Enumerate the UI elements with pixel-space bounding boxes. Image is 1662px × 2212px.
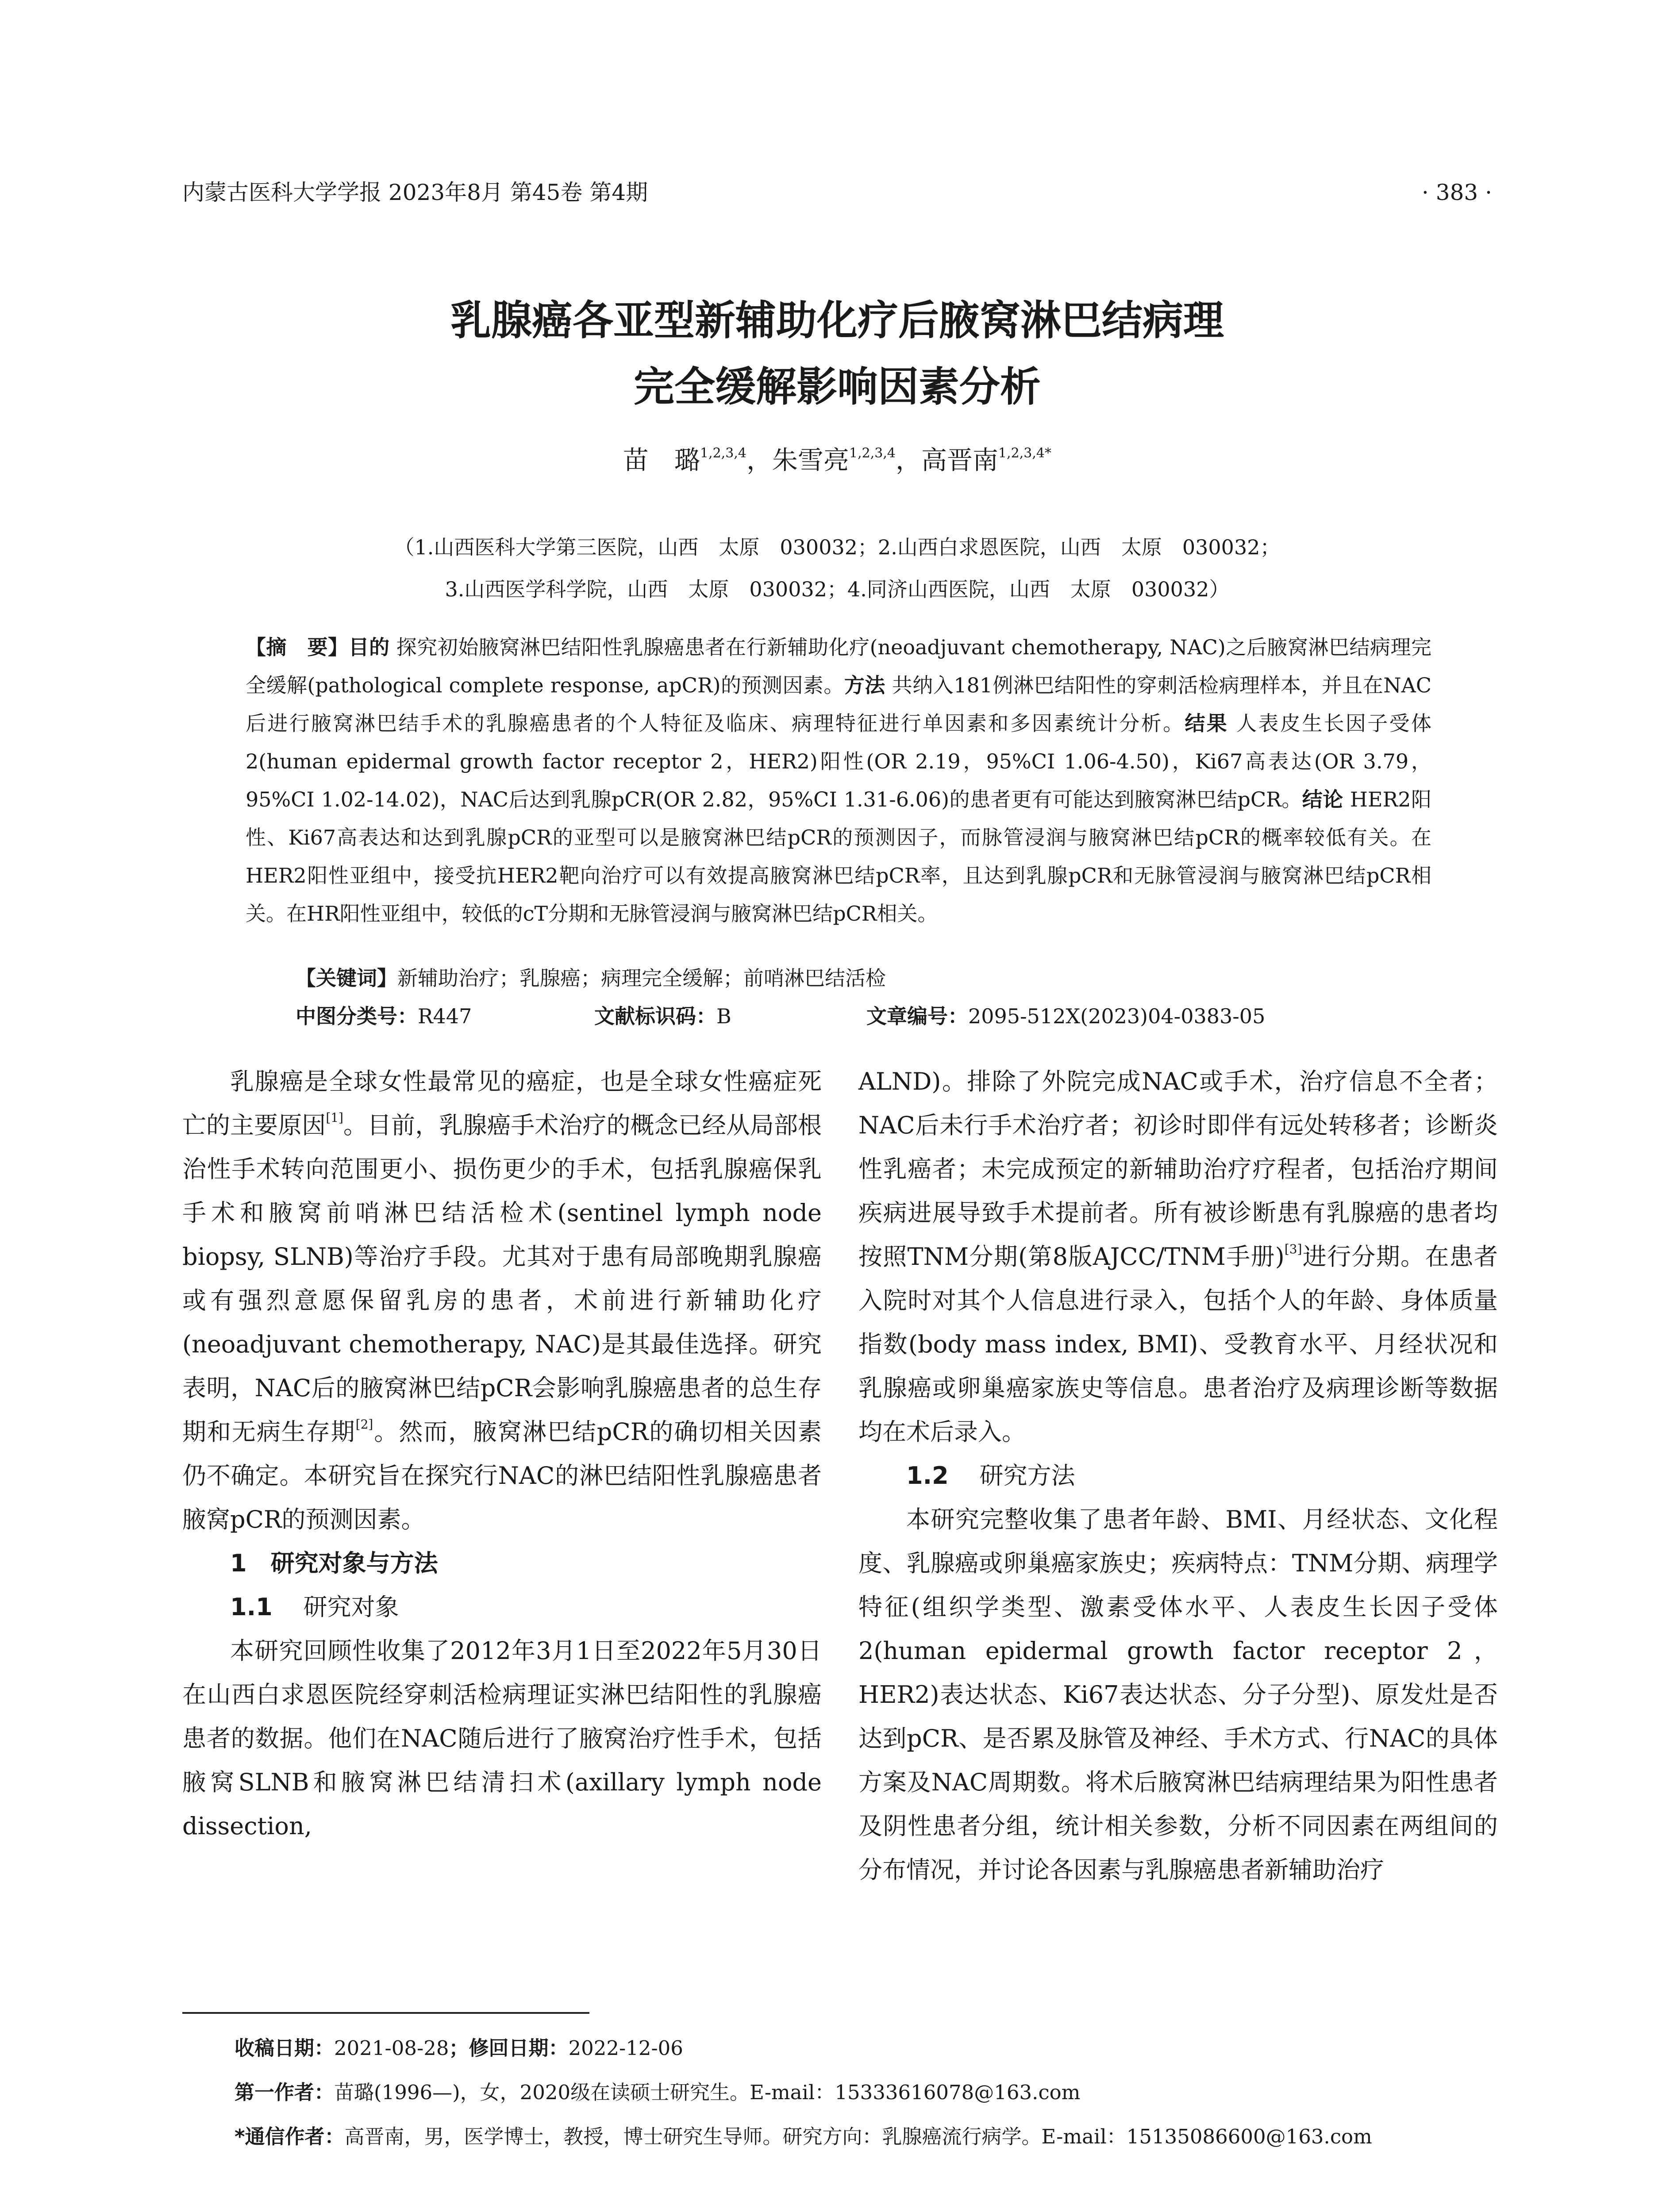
running-header	[182, 175, 1492, 210]
document-code: 文献标识码：B	[594, 1004, 731, 1028]
intro-paragraph: 乳腺癌是全球女性最常见的癌症，也是全球女性癌症死亡的主要原因[1]。目前，乳腺癌手术治疗的概念已经从局部根治性手术转向范围更小、损伤更少的手术，包括乳腺癌保乳手术和腋窝前哨淋巴结活检术(sentinel lymph node biopsy, SLNB)等治疗手段。尤其对于患有局部晚期乳腺癌或有强烈意愿保留乳房的患者，术前进行新辅助化疗(neoadjuvant chemotherapy, NAC)是其最佳选择。研究表明，NAC后的腋窝淋巴结pCR会影响乳腺癌患者的总生存期和无病生存期[2]。然而，腋窝淋巴结pCR的确切相关因素仍不确定。本研究旨在探究行NAC的淋巴结阳性乳腺癌患者腋窝pCR的预测因素。	[182, 1068, 822, 1533]
conclusion-text: HER2阳性、Ki67高表达和达到乳腺pCR的亚型可以是腋窝淋巴结pCR的预测因子，而脉管浸润与腋窝淋巴结pCR的概率较低有关。在HER2阳性亚组中，接受抗HER2靶向治疗可以有效提高腋窝淋巴结pCR率，且达到乳腺pCR和无脉管浸润与腋窝淋巴结pCR相关。在HR阳性亚组中，较低的cT分期和无脉管浸润与腋窝淋巴结pCR相关。	[246, 787, 1432, 926]
section-1-1-paragraph: 本研究回顾性收集了2012年3月1日至2022年5月30日在山西白求恩医院经穿刺活检病理证实淋巴结阳性的乳腺癌患者的数据。他们在NAC随后进行了腋窝治疗性手术，包括腋窝SLNB和腋窝淋巴结清扫术(axillary lymph node dissection,	[182, 1637, 822, 1840]
abstract	[246, 628, 1431, 933]
section-heading-1-2: 1.2 研究方法	[906, 1462, 1075, 1490]
footnotes	[235, 2026, 1491, 2159]
author-affiliation-sup: 1,2,3,4	[849, 445, 896, 461]
author-affiliation-sup: 1,2,3,4	[700, 445, 746, 461]
title-line-1: 乳腺癌各亚型新辅助化疗后腋窝淋巴结病理	[450, 297, 1224, 344]
results-text: 人表皮生长因子受体2(human epidermal growth factor receptor 2，HER2)阳性(OR 2.19，95%CI 1.06-4.50)，Ki67高表达(OR 3.79，95%CI 1.02-14.02)，NAC后达到乳腺pCR(OR 2.82，95%CI 1.31-6.06)的患者更有可能达到腋窝淋巴结pCR。	[246, 711, 1432, 811]
author-name: 苗 璐	[623, 445, 700, 475]
keywords-label: 【关键词】	[296, 966, 397, 990]
section-heading-1: 1 研究对象与方法	[230, 1549, 438, 1577]
abstract-label: 【摘 要】	[246, 635, 349, 659]
article-number: 文章编号：2095-512X(2023)04-0383-05	[866, 1004, 1266, 1028]
citation-3: [3]	[1284, 1242, 1302, 1256]
footnote-dates: 收稿日期：2021-08-28；修回日期：2022-12-06	[235, 2036, 683, 2060]
affiliations	[182, 526, 1492, 611]
section-heading-1-1: 1.1 研究对象	[230, 1593, 399, 1621]
conclusion-label: 结论	[1302, 787, 1343, 811]
results-label: 结果	[1185, 711, 1229, 735]
article-title	[182, 288, 1492, 420]
affiliation-line-1: （1.山西医科大学第三医院，山西 太原 030032；2.山西白求恩医院，山西 太原 030032；	[394, 535, 1281, 559]
methods-text: 共纳入181例淋巴结阳性的穿刺活检病理样本，并且在NAC后进行腋窝淋巴结手术的乳腺癌患者的个人特征及临床、病理特征进行单因素和多因素统计分析。	[246, 673, 1432, 735]
footnote-divider	[182, 2012, 589, 2014]
author-list: 苗 璐$^{1,2,3,4}$，朱雪亮$^{1,2,3,4}$，高晋南$^{1,2,3,4*}$	[623, 445, 1051, 475]
author-name: 高晋南	[921, 445, 999, 475]
citation-1: [1]	[326, 1110, 343, 1125]
body-column-left	[182, 1060, 822, 1848]
affiliation-line-2: 3.山西医学科学院，山西 太原 030032；4.同济山西医院，山西 太原 030032）	[445, 577, 1230, 601]
citation-2: [2]	[355, 1417, 373, 1432]
keywords-text: 新辅助治疗；乳腺癌；病理完全缓解；前哨淋巴结活检	[397, 966, 886, 990]
methods-label: 方法	[844, 673, 885, 697]
footnote-first-author: 第一作者：苗璐(1996—)，女，2020级在读硕士研究生。E-mail：15333616078@163.com	[235, 2081, 1081, 2104]
objective-text: 探究初始腋窝淋巴结阳性乳腺癌患者在行新辅助化疗(neoadjuvant chemotherapy, NAC)之后腋窝淋巴结病理完全缓解(pathological complete response, apCR)的预测因素。	[246, 635, 1432, 697]
exclusion-paragraph: ALND)。排除了外院完成NAC或手术，治疗信息不全者；NAC后未行手术治疗者；初诊时即伴有远处转移者；诊断炎性乳癌者；未完成预定的新辅助治疗疗程者，包括治疗期间疾病进展导致手术提前者。所有被诊断患有乳腺癌的患者均按照TNM分期(第8版AJCC/TNM手册)[3]进行分期。在患者入院时对其个人信息进行录入，包括个人的年龄、身体质量指数(body mass index, BMI)、受教育水平、月经状况和乳腺癌或卵巢癌家族史等信息。患者治疗及病理诊断等数据均在术后录入。	[858, 1068, 1498, 1446]
author-affiliation-sup: 1,2,3,4*	[998, 445, 1051, 461]
journal-info: 内蒙古医科大学学报 2023年8月 第45卷 第4期	[182, 180, 648, 205]
section-1-2-paragraph: 本研究完整收集了患者年龄、BMI、月经状态、文化程度、乳腺癌或卵巢癌家族史；疾病特点：TNM分期、病理学特征(组织学类型、激素受体水平、人表皮生长因子受体2(human epidermal growth factor receptor 2，HER2)表达状态、Ki67表达状态、分子分型)、原发灶是否达到pCR、是否累及脉管及神经、手术方式、行NAC的具体方案及NAC周期数。将术后腋窝淋巴结病理结果为阳性患者及阴性患者分组，统计相关参数，分析不同因素在两组间的分布情况，并讨论各因素与乳腺癌患者新辅助治疗	[858, 1505, 1498, 1884]
objective-label: 目的	[348, 635, 390, 659]
page-number: · 383 ·	[1421, 180, 1492, 205]
footnote-corresponding-author: *通信作者：高晋南，男，医学博士，教授，博士研究生导师。研究方向：乳腺癌流行病学。E-mail：15135086600@163.com	[235, 2125, 1372, 2148]
keywords	[296, 959, 1428, 997]
body-column-right	[858, 1060, 1498, 1892]
clc-number: 中图分类号：R447	[296, 1004, 472, 1028]
author-name: 朱雪亮	[772, 445, 850, 475]
title-line-2: 完全缓解影响因素分析	[633, 363, 1041, 411]
